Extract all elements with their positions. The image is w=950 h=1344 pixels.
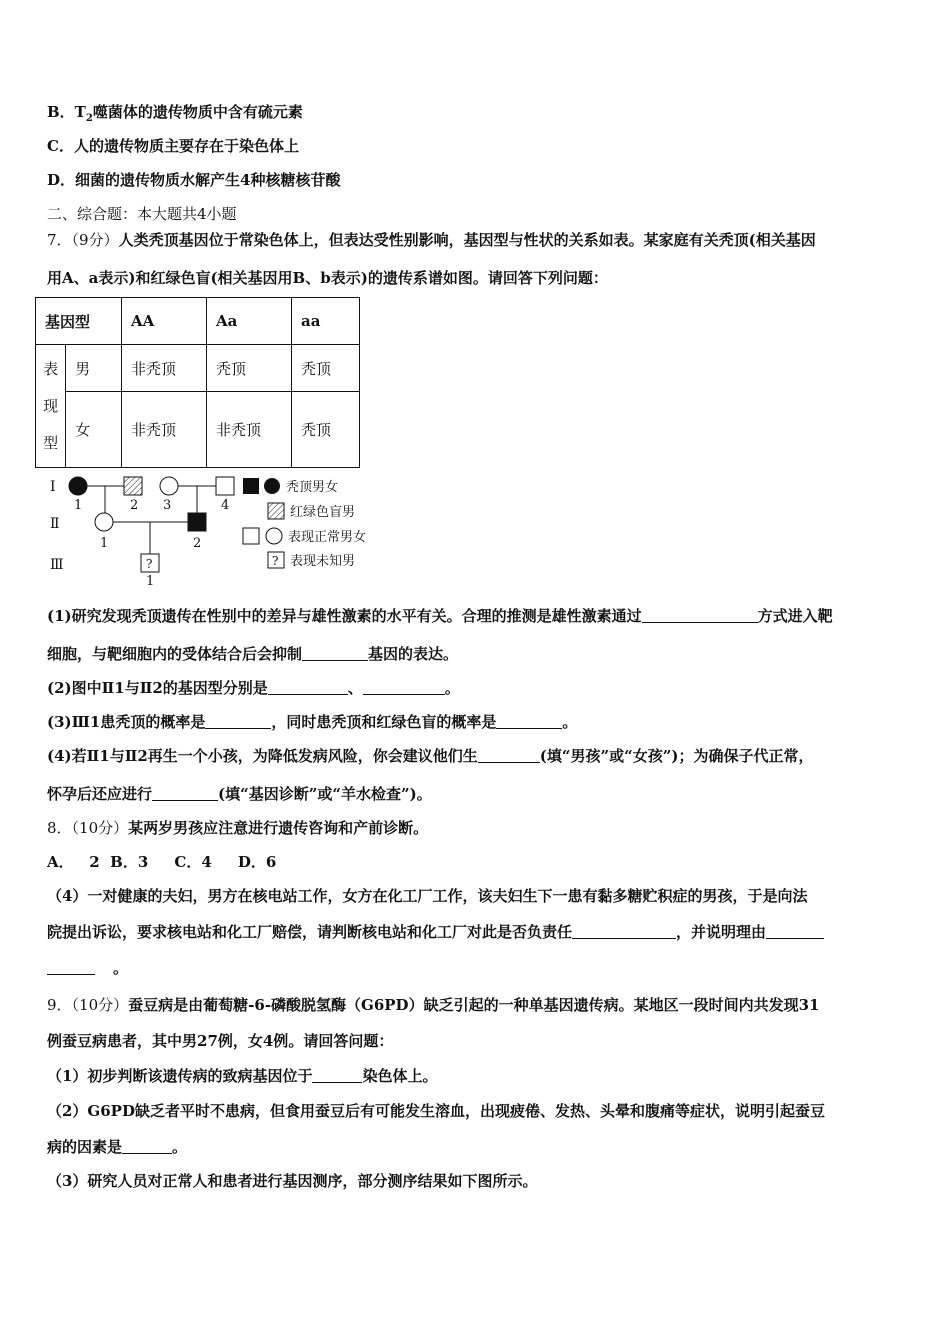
q8-stem: 8．（10分）某两岁男孩应注意进行遗传咨询和产前诊断。: [47, 819, 429, 837]
I4-number: 4: [221, 498, 230, 513]
answer-blank[interactable]: [302, 645, 368, 661]
cell-female-AA: 非秃顶: [122, 392, 207, 468]
legend-unknown: 表现未知男: [290, 554, 356, 569]
q8-options: A． 2 B．3 C．4 D．6: [47, 853, 277, 871]
gen-label-1: Ⅰ: [50, 479, 56, 495]
q9-number: 9．（10分）: [47, 996, 129, 1014]
q7-sub3: (3)Ⅲ1患秃顶的概率是 ，同时患秃顶和红绿色盲的概率是 。: [47, 713, 578, 731]
q9-sub3: （3）研究人员对正常人和患者进行基因测序，部分测序结果如下图所示。: [47, 1172, 538, 1190]
II1-normal-female: [95, 513, 113, 531]
cell-male-Aa: 秃顶: [207, 345, 292, 392]
legend-colorblind: 红绿色盲男: [290, 505, 356, 520]
header-Aa: Aa: [207, 298, 292, 345]
answer-blank[interactable]: [642, 607, 758, 623]
legend-unknown-mark: ?: [272, 554, 279, 568]
header-genotype: 基因型: [36, 298, 122, 345]
answer-blank[interactable]: [496, 713, 562, 729]
II2-bald-male: [188, 513, 206, 531]
legend-normal-male-icon: [243, 528, 259, 544]
q7-sub4-line1: (4)若Ⅱ1与Ⅱ2再生一个小孩，为降低发病风险，你会建议他们生 (填“男孩”或“女孩”)；为确保子代正常，: [47, 747, 814, 765]
section-title: 二、综合题：本大题共4小题: [47, 205, 237, 223]
answer-blank[interactable]: [572, 923, 676, 939]
cell-male-AA: 非秃顶: [122, 345, 207, 392]
I3-number: 3: [163, 498, 172, 513]
cell-female-Aa: 非秃顶: [207, 392, 292, 468]
q7-sub2: (2)图中Ⅱ1与Ⅱ2的基因型分别是 、 。: [47, 679, 460, 697]
legend-colorblind-icon: [268, 503, 284, 519]
I2-number: 2: [130, 498, 139, 513]
I1-number: 1: [74, 498, 83, 513]
II1-number: 1: [100, 536, 109, 551]
q9-stem-line1: 9．（10分）蚕豆病是由葡萄糖-6-磷酸脱氢酶（G6PD）缺乏引起的一种单基因遗传病。某地区一段时间内共发现31: [47, 996, 820, 1014]
I1-bald-female: [69, 477, 87, 495]
answer-blank[interactable]: [205, 713, 271, 729]
option-c: C．人的遗传物质主要存在于染色体上: [47, 137, 299, 155]
answer-blank[interactable]: [363, 679, 445, 695]
legend-normal: 表现正常男女: [288, 530, 367, 545]
q9-sub2-line1: （2）G6PD缺乏者平时不患病，但食用蚕豆后有可能发生溶血，出现疲倦、发热、头晕和腹痛等症状，说明引起蚕豆: [47, 1102, 825, 1120]
option-b: B．$T_2$噬菌体的遗传物质中含有硫元素: [47, 103, 303, 124]
q8-number: 8．（10分）: [47, 819, 129, 837]
cell-male-aa: 秃顶: [292, 345, 360, 392]
q7-sub1-line1: (1)研究发现秃顶遗传在性别中的差异与雄性激素的水平有关。合理的推测是雄性激素通过 方式进入靶: [47, 607, 833, 625]
row-female: 女: [66, 392, 122, 468]
legend-bald-female-icon: [264, 478, 280, 494]
answer-blank[interactable]: [122, 1138, 172, 1154]
q9-stem-line2: 例蚕豆病患者，其中男27例，女4例。请回答问题：: [47, 1032, 394, 1050]
q8-part4-line3: 。: [47, 958, 128, 978]
answer-blank[interactable]: [152, 785, 218, 801]
q7-stem-line1: 7．（9分）人类秃顶基因位于常染色体上，但表达受性别影响，基因型与性状的关系如表。某家庭有关秃顶(相关基因: [47, 231, 816, 249]
legend-bald-male-icon: [243, 478, 259, 494]
q9-sub1: （1）初步判断该遗传病的致病基因位于 染色体上。: [47, 1067, 438, 1085]
answer-blank[interactable]: [268, 679, 348, 695]
I4-normal-male: [216, 477, 234, 495]
q7-sub4-line2: 怀孕后还应进行 (填“基因诊断”或“羊水检查”)。: [47, 785, 432, 803]
header-AA: AA: [122, 298, 207, 345]
I3-normal-female: [160, 477, 178, 495]
III1-unknown-mark: ?: [146, 557, 153, 571]
q8-part4-line1: （4）一对健康的夫妇，男方在核电站工作，女方在化工厂工作，该夫妇生下一患有黏多糖贮积症的男孩，于是向法: [47, 887, 808, 905]
q8-part4-line2: 院提出诉讼，要求核电站和化工厂赔偿，请判断核电站和化工厂对此是否负责任 ，并说明理由: [47, 922, 824, 942]
phenotype-label: 表 现 型: [36, 345, 66, 468]
II2-number: 2: [193, 536, 202, 551]
gen-label-3: Ⅲ: [50, 557, 64, 573]
answer-blank[interactable]: [47, 959, 95, 975]
legend-normal-female-icon: [266, 528, 282, 544]
row-male: 男: [66, 345, 122, 392]
legend-bald: 秃顶男女: [286, 480, 339, 495]
q7-number: 7．（9分）: [47, 231, 119, 249]
I2-colorblind-male: [124, 477, 142, 495]
cell-female-aa: 秃顶: [292, 392, 360, 468]
q7-stem-line2: 用A、a表示)和红绿色盲(相关基因用B、b表示)的遗传系谱如图。请回答下列问题：: [47, 269, 608, 287]
III1-number: 1: [146, 574, 155, 589]
option-d: D．细菌的遗传物质水解产生4种核糖核苷酸: [47, 171, 341, 189]
q9-sub2-line2: 病的因素是 。: [47, 1138, 188, 1156]
header-aa: aa: [292, 298, 360, 345]
answer-blank[interactable]: [478, 747, 540, 763]
genotype-table: [35, 297, 360, 468]
q7-sub1-line2: 细胞，与靶细胞内的受体结合后会抑制 基因的表达。: [47, 645, 459, 663]
gen-label-2: Ⅱ: [50, 516, 60, 532]
answer-blank[interactable]: [766, 923, 824, 939]
pedigree-chart: [40, 470, 400, 590]
answer-blank[interactable]: [312, 1067, 362, 1083]
